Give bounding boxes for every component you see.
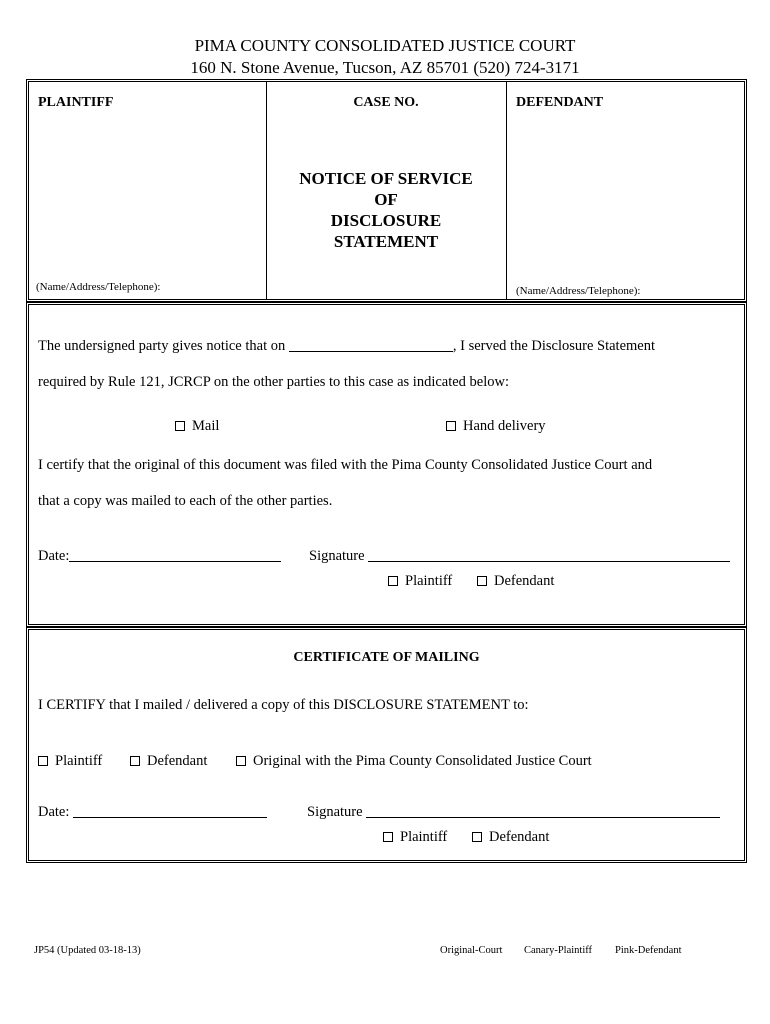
copy-original: Original-Court bbox=[440, 945, 503, 956]
notice-line-2: required by Rule 121, JCRCP on the other parties to this case as indicated below: bbox=[38, 374, 510, 390]
notice-date-blank[interactable] bbox=[69, 548, 281, 562]
cert-original-label: Original with the Pima County Consolidated Justice Court bbox=[253, 753, 592, 769]
service-date-blank[interactable] bbox=[289, 338, 453, 352]
plaintiff-contact-label: (Name/Address/Telephone): bbox=[36, 281, 161, 293]
notice-line-1-end: , I served the Disclosure Statement bbox=[452, 338, 656, 354]
cert-original-checkbox[interactable] bbox=[236, 756, 246, 766]
title-line-1: NOTICE OF SERVICE bbox=[299, 169, 473, 188]
certify-line-1: I certify that the original of this document was filed with the Pima County Consolidated Justice Court and bbox=[38, 457, 653, 473]
mail-checkbox[interactable] bbox=[175, 421, 185, 431]
cert-date-label: Date: bbox=[38, 804, 70, 820]
hand-delivery-checkbox[interactable] bbox=[446, 421, 456, 431]
notice-signature-blank[interactable] bbox=[368, 548, 730, 562]
document-title bbox=[266, 168, 506, 252]
hand-delivery-label: Hand delivery bbox=[463, 418, 546, 434]
hand-delivery-option[interactable] bbox=[446, 418, 546, 435]
notice-date-label: Date: bbox=[38, 548, 70, 564]
notice-sig-defendant-checkbox[interactable] bbox=[477, 576, 487, 586]
mail-option[interactable] bbox=[175, 418, 219, 435]
court-name: PIMA COUNTY CONSOLIDATED JUSTICE COURT bbox=[194, 36, 576, 55]
notice-sig-plaintiff-label: Plaintiff bbox=[405, 573, 453, 589]
certify-line-2: that a copy was mailed to each of the other parties. bbox=[38, 493, 333, 509]
cert-sig-plaintiff-option[interactable] bbox=[383, 829, 447, 846]
cert-signature-label: Signature bbox=[307, 804, 363, 820]
case-no-label: CASE NO. bbox=[353, 95, 419, 110]
notice-sig-defendant-option[interactable] bbox=[477, 573, 554, 590]
notice-sig-plaintiff-option[interactable] bbox=[388, 573, 452, 590]
cert-signature-blank[interactable] bbox=[366, 804, 720, 818]
cert-sig-defendant-option[interactable] bbox=[472, 829, 549, 846]
title-line-4: STATEMENT bbox=[333, 232, 439, 251]
cert-sig-defendant-checkbox[interactable] bbox=[472, 832, 482, 842]
title-line-2: OF bbox=[374, 190, 398, 209]
cert-original-option[interactable] bbox=[236, 753, 592, 770]
cert-plaintiff-option[interactable] bbox=[38, 753, 102, 770]
notice-line-1 bbox=[38, 338, 655, 355]
defendant-label: DEFENDANT bbox=[516, 95, 604, 110]
caption-divider-right bbox=[506, 82, 507, 299]
form-id: JP54 (Updated 03-18-13) bbox=[34, 945, 141, 956]
cert-date-blank[interactable] bbox=[73, 804, 267, 818]
court-address: 160 N. Stone Avenue, Tucson, AZ 85701 (520) 724-3171 bbox=[190, 58, 580, 77]
cert-plaintiff-checkbox[interactable] bbox=[38, 756, 48, 766]
plaintiff-label: PLAINTIFF bbox=[38, 95, 114, 110]
copy-canary: Canary-Plaintiff bbox=[524, 945, 593, 956]
defendant-contact-label: (Name/Address/Telephone): bbox=[516, 285, 641, 297]
cert-defendant-option[interactable] bbox=[130, 753, 207, 770]
notice-line-1-start: The undersigned party gives notice that on bbox=[38, 338, 286, 354]
notice-signature-label: Signature bbox=[309, 548, 365, 564]
copy-pink: Pink-Defendant bbox=[615, 945, 682, 956]
cert-defendant-label: Defendant bbox=[147, 753, 208, 769]
certificate-statement: I CERTIFY that I mailed / delivered a copy of this DISCLOSURE STATEMENT to: bbox=[38, 697, 529, 713]
notice-sig-defendant-label: Defendant bbox=[494, 573, 555, 589]
cert-sig-defendant-label: Defendant bbox=[489, 829, 550, 845]
notice-date-field bbox=[38, 548, 281, 565]
cert-sig-plaintiff-checkbox[interactable] bbox=[383, 832, 393, 842]
cert-signature-field bbox=[307, 804, 720, 821]
cert-plaintiff-label: Plaintiff bbox=[55, 753, 103, 769]
mail-label: Mail bbox=[192, 418, 220, 434]
notice-sig-plaintiff-checkbox[interactable] bbox=[388, 576, 398, 586]
title-line-3: DISCLOSURE bbox=[330, 211, 442, 230]
certificate-title: CERTIFICATE OF MAILING bbox=[293, 650, 480, 665]
notice-signature-field bbox=[309, 548, 730, 565]
cert-date-field bbox=[38, 804, 267, 821]
cert-defendant-checkbox[interactable] bbox=[130, 756, 140, 766]
cert-sig-plaintiff-label: Plaintiff bbox=[400, 829, 448, 845]
